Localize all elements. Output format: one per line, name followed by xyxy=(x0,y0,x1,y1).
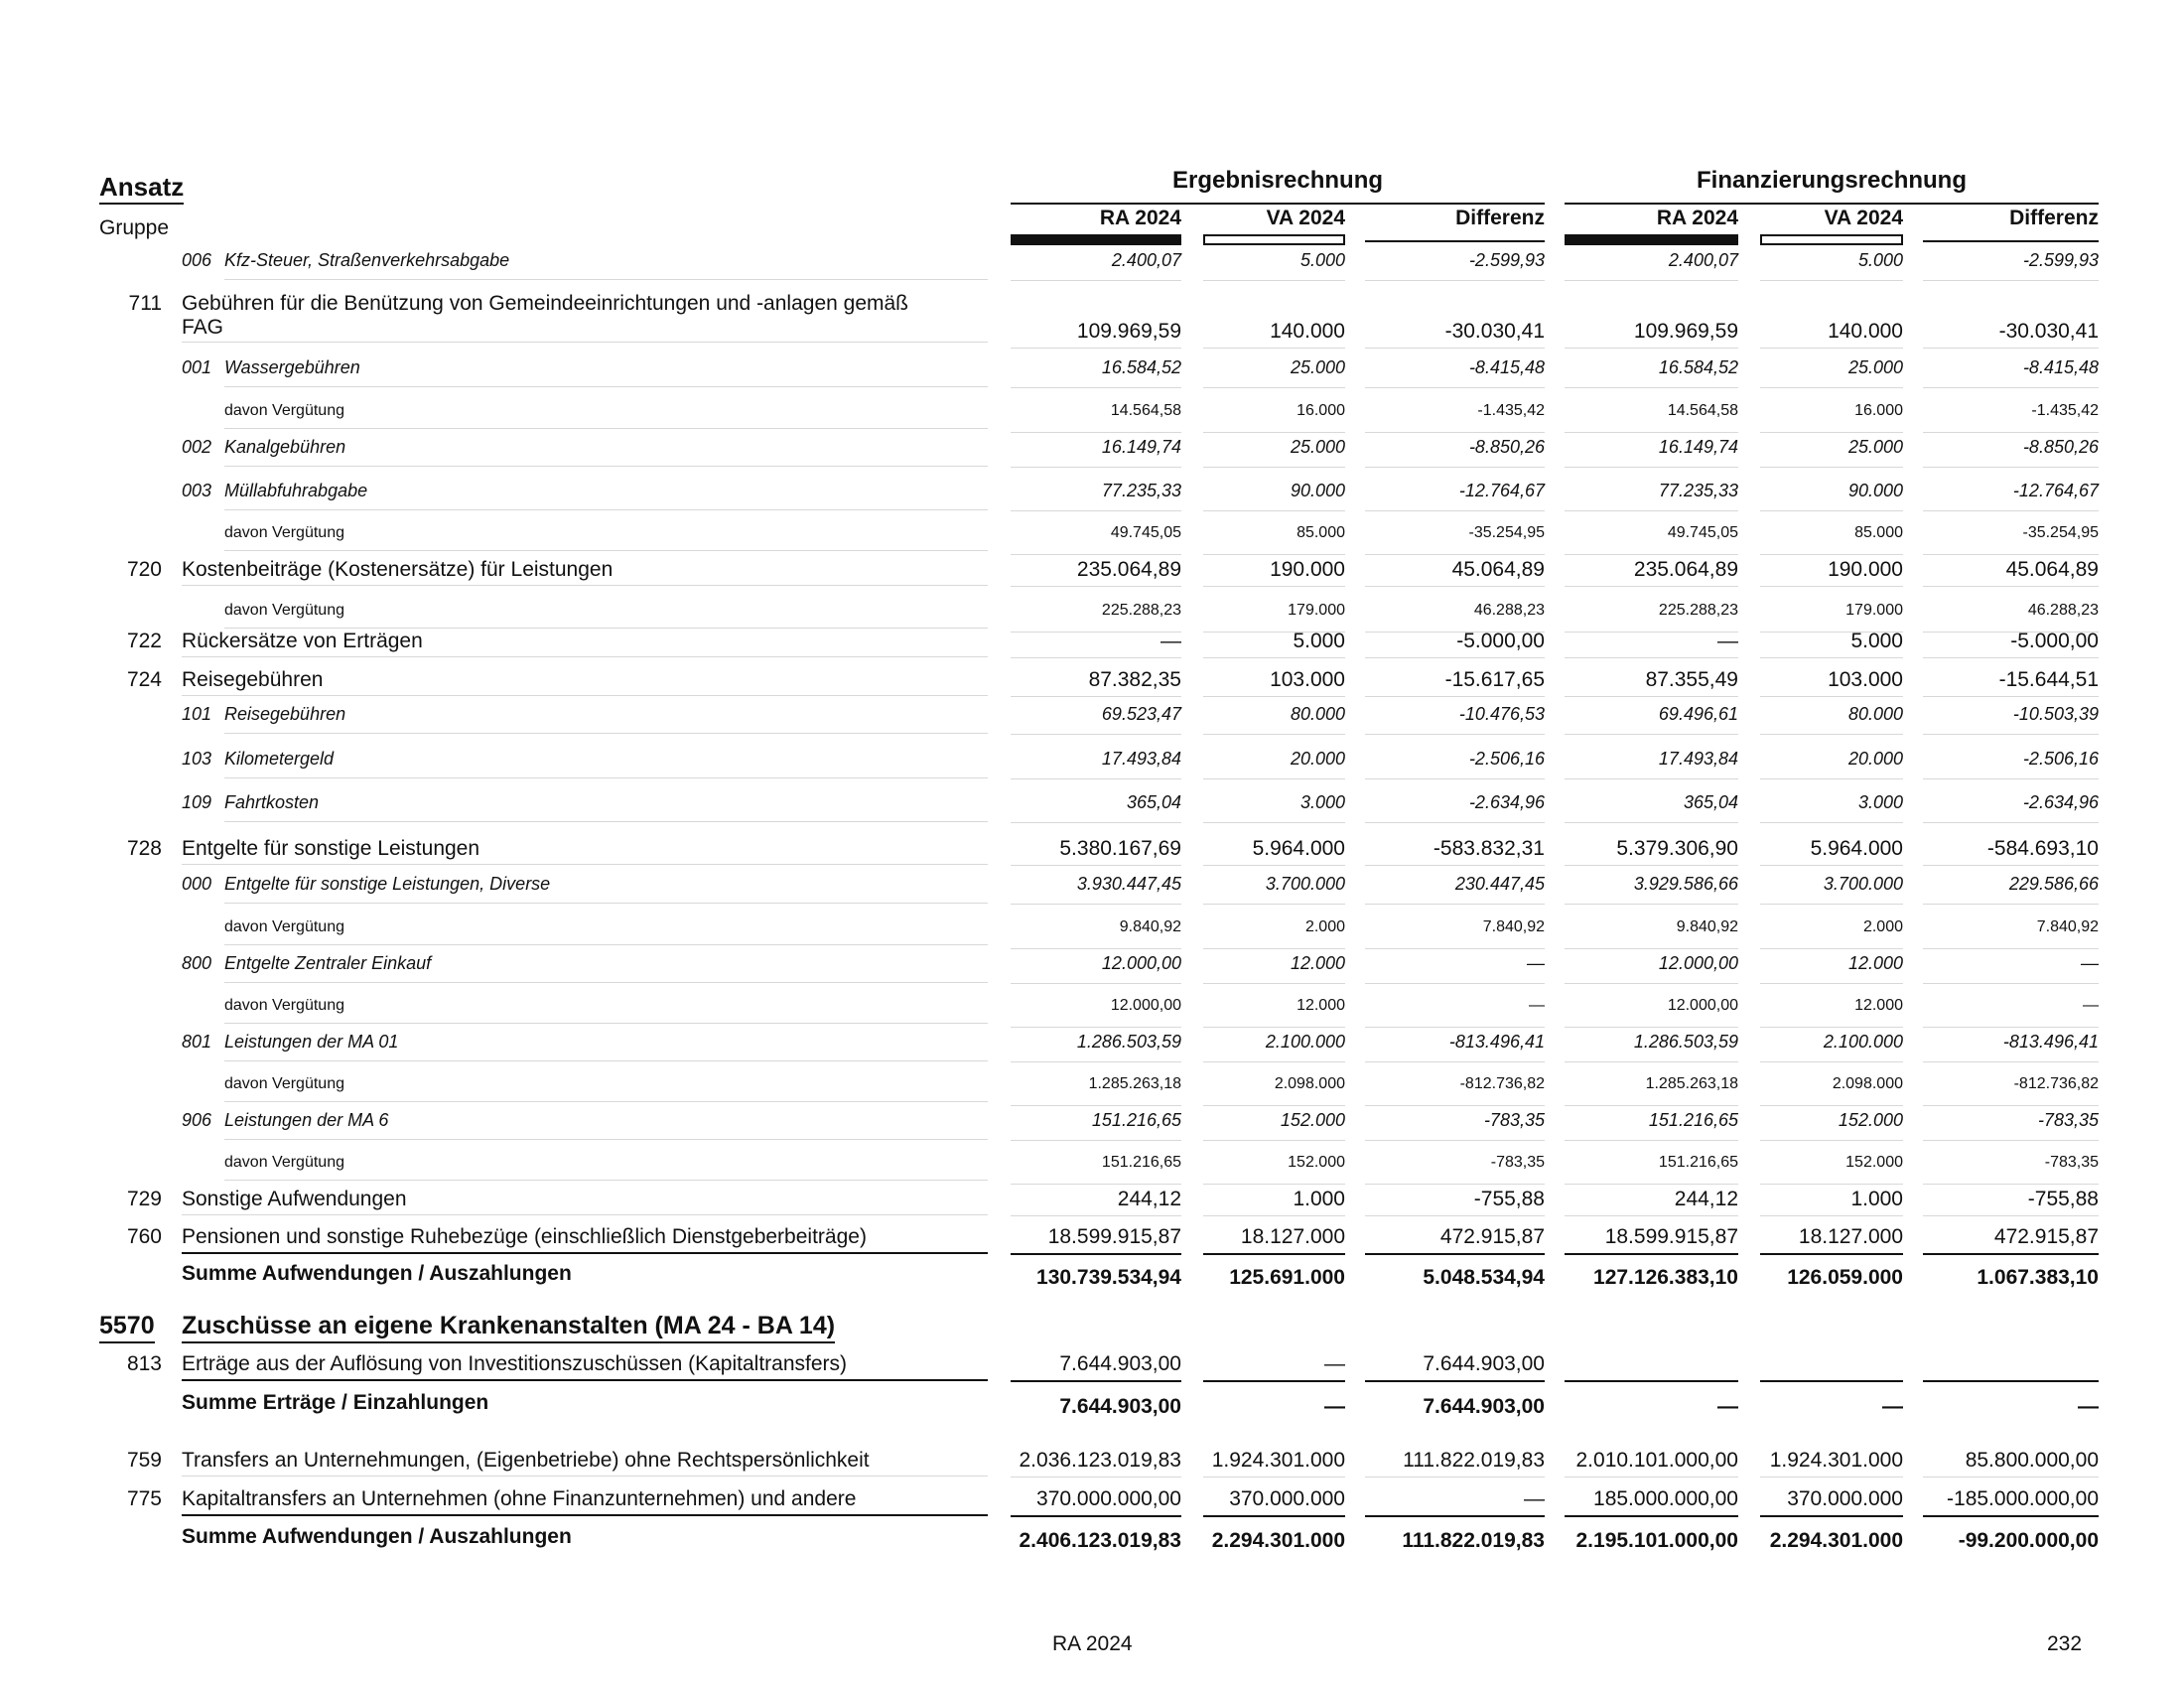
value-cell: 244,12 xyxy=(1565,1188,1738,1216)
row-code: 800 xyxy=(182,953,212,973)
value-cell: 2.294.301.000 xyxy=(1211,1529,1345,1552)
value-cell: 2.036.123.019,83 xyxy=(1011,1449,1181,1477)
value-cell: 7.644.903,00 xyxy=(1011,1352,1181,1382)
value-cell: — xyxy=(1011,630,1181,658)
value-cell: 5.000 xyxy=(1760,250,1903,281)
footer-report-label: RA 2024 xyxy=(1052,1632,1133,1655)
ra-bar-marker xyxy=(1011,234,1181,245)
value-cell: -8.850,26 xyxy=(1923,437,2099,468)
value-cell: — xyxy=(1324,1395,1345,1418)
value-cell: 12.000 xyxy=(1760,953,1903,984)
value-cell: 365,04 xyxy=(1011,792,1181,823)
value-cell: -783,35 xyxy=(1365,1154,1545,1185)
value-cell: — xyxy=(1565,630,1738,658)
value-cell: 7.840,92 xyxy=(1365,918,1545,949)
value-cell: 1.285.263,18 xyxy=(1565,1075,1738,1106)
value-cell: -1.435,42 xyxy=(1365,402,1545,433)
value-cell: 20.000 xyxy=(1760,749,1903,779)
row-code: 760 xyxy=(126,1225,162,1248)
value-cell: 151.216,65 xyxy=(1011,1110,1181,1141)
value-cell: 16.149,74 xyxy=(1565,437,1738,468)
value-cell: — xyxy=(2078,1395,2099,1418)
col-head-differenz-fin: Differenz xyxy=(2009,207,2099,229)
value-cell: 12.000 xyxy=(1203,997,1345,1028)
ra-bar-marker-fin xyxy=(1565,234,1738,245)
value-cell: 16.584,52 xyxy=(1565,357,1738,388)
section-title: Zuschüsse an eigene Krankenanstalten (MA 24 - BA 14) xyxy=(182,1310,835,1343)
value-cell: -2.634,96 xyxy=(1923,792,2099,823)
value-cell: 5.964.000 xyxy=(1203,837,1345,866)
value-cell: 16.584,52 xyxy=(1011,357,1181,388)
value-cell: 3.000 xyxy=(1760,792,1903,823)
value-cell: 365,04 xyxy=(1565,792,1738,823)
sum-label: Summe Aufwendungen / Auszahlungen xyxy=(182,1262,572,1285)
value-cell: — xyxy=(1717,1395,1738,1418)
value-cell: 472.915,87 xyxy=(1365,1225,1545,1255)
row-label: Transfers an Unternehmungen, (Eigenbetriebe) ohne Rechtspersönlichkeit xyxy=(182,1449,988,1477)
value-cell: 20.000 xyxy=(1203,749,1345,779)
value-cell: 14.564,58 xyxy=(1565,402,1738,433)
row-label: Wassergebühren xyxy=(224,357,988,387)
row-code: 003 xyxy=(182,481,212,500)
value-cell: -8.850,26 xyxy=(1365,437,1545,468)
value-cell: 2.000 xyxy=(1203,918,1345,949)
value-cell: 85.000 xyxy=(1760,524,1903,555)
row-label: Reisegebühren xyxy=(224,704,988,734)
row-label: Fahrtkosten xyxy=(224,792,988,822)
value-cell: 370.000.000 xyxy=(1760,1487,1903,1517)
row-code: 711 xyxy=(128,292,162,315)
value-cell: 69.496,61 xyxy=(1565,704,1738,735)
value-cell: -12.764,67 xyxy=(1365,481,1545,511)
value-cell: -755,88 xyxy=(1365,1188,1545,1216)
value-cell: 130.739.534,94 xyxy=(1036,1266,1181,1289)
value-cell: 152.000 xyxy=(1203,1154,1345,1185)
diff-bar-marker-fin xyxy=(1923,234,2099,242)
row-label: Kilometergeld xyxy=(224,749,988,778)
row-label: Kanalgebühren xyxy=(224,437,988,467)
row-label: Kostenbeiträge (Kostenersätze) für Leistungen xyxy=(182,558,988,586)
row-label: davon Vergütung xyxy=(224,997,988,1024)
value-cell: -15.644,51 xyxy=(1923,668,2099,697)
col-head-va-2024-fin: VA 2024 xyxy=(1824,207,1903,229)
value-cell: 87.382,35 xyxy=(1011,668,1181,697)
value-cell: 12.000 xyxy=(1203,953,1345,984)
value-cell: 85.800.000,00 xyxy=(1923,1449,2099,1477)
row-label-line1: Gebühren für die Benützung von Gemeindeeinrichtungen und -anlagen gemäß xyxy=(182,292,908,315)
value-cell: 17.493,84 xyxy=(1011,749,1181,779)
row-label: davon Vergütung xyxy=(224,1154,988,1181)
value-cell: 140.000 xyxy=(1203,320,1345,349)
value-cell: 1.286.503,59 xyxy=(1565,1032,1738,1062)
value-cell: -783,35 xyxy=(1923,1154,2099,1185)
value-cell: 235.064,89 xyxy=(1565,558,1738,587)
value-cell: 45.064,89 xyxy=(1923,558,2099,587)
row-label: Kfz-Steuer, Straßenverkehrsabgabe xyxy=(224,250,988,280)
value-cell: -812.736,82 xyxy=(1365,1075,1545,1106)
row-label: davon Vergütung xyxy=(224,918,988,945)
value-cell: 7.840,92 xyxy=(1923,918,2099,949)
col-head-va-2024: VA 2024 xyxy=(1266,207,1345,229)
value-cell: 472.915,87 xyxy=(1923,1225,2099,1255)
value-cell xyxy=(1760,1352,1903,1382)
value-cell: — xyxy=(1365,953,1545,984)
value-cell: 111.822.019,83 xyxy=(1365,1449,1545,1477)
value-cell: 152.000 xyxy=(1760,1154,1903,1185)
value-cell: — xyxy=(1365,1487,1545,1517)
value-cell: 49.745,05 xyxy=(1011,524,1181,555)
row-label: Reisegebühren xyxy=(182,668,988,696)
row-label: Sonstige Aufwendungen xyxy=(182,1188,988,1215)
value-cell: 1.000 xyxy=(1203,1188,1345,1216)
value-cell: 109.969,59 xyxy=(1011,320,1181,349)
value-cell: 16.000 xyxy=(1203,402,1345,433)
value-cell: 5.379.306,90 xyxy=(1565,837,1738,866)
gruppe-heading: Gruppe xyxy=(99,216,170,239)
value-cell: -584.693,10 xyxy=(1923,837,2099,866)
value-cell: 127.126.383,10 xyxy=(1593,1266,1738,1289)
value-cell: 3.930.447,45 xyxy=(1011,874,1181,905)
value-cell: 3.700.000 xyxy=(1760,874,1903,905)
value-cell: 25.000 xyxy=(1203,437,1345,468)
row-label: davon Vergütung xyxy=(224,602,988,629)
value-cell: 1.924.301.000 xyxy=(1203,1449,1345,1477)
value-cell: 12.000,00 xyxy=(1011,997,1181,1028)
row-code: 728 xyxy=(126,837,162,860)
value-cell: -1.435,42 xyxy=(1923,402,2099,433)
value-cell: -583.832,31 xyxy=(1365,837,1545,866)
value-cell: -813.496,41 xyxy=(1365,1032,1545,1062)
value-cell: 1.000 xyxy=(1760,1188,1903,1216)
value-cell: 230.447,45 xyxy=(1365,874,1545,905)
value-cell: 18.127.000 xyxy=(1760,1225,1903,1255)
value-cell: 151.216,65 xyxy=(1565,1110,1738,1141)
va-bar-marker xyxy=(1203,234,1345,245)
value-cell: -8.415,48 xyxy=(1923,357,2099,388)
row-code: 906 xyxy=(182,1110,212,1130)
value-cell: 2.098.000 xyxy=(1203,1075,1345,1106)
value-cell: 151.216,65 xyxy=(1011,1154,1181,1185)
value-cell: 5.000 xyxy=(1203,630,1345,658)
row-code: 006 xyxy=(182,250,212,270)
value-cell: 2.100.000 xyxy=(1203,1032,1345,1062)
value-cell: 7.644.903,00 xyxy=(1423,1395,1545,1418)
value-cell: -755,88 xyxy=(1923,1188,2099,1216)
value-cell: 140.000 xyxy=(1760,320,1903,349)
row-label: Entgelte für sonstige Leistungen xyxy=(182,837,988,865)
value-cell: 152.000 xyxy=(1760,1110,1903,1141)
row-label: davon Vergütung xyxy=(224,524,988,551)
row-label-line2: FAG xyxy=(182,316,224,339)
value-cell: -10.503,39 xyxy=(1923,704,2099,735)
value-cell: 225.288,23 xyxy=(1565,602,1738,633)
row-code: 813 xyxy=(126,1352,162,1375)
value-cell: 46.288,23 xyxy=(1365,602,1545,633)
value-cell: 45.064,89 xyxy=(1365,558,1545,587)
value-cell: 185.000.000,00 xyxy=(1565,1487,1738,1517)
value-cell: 90.000 xyxy=(1203,481,1345,511)
row-label: Entgelte für sonstige Leistungen, Diverse xyxy=(224,874,988,904)
row-code: 101 xyxy=(182,704,212,724)
value-cell: -812.736,82 xyxy=(1923,1075,2099,1106)
row-label: Entgelte Zentraler Einkauf xyxy=(224,953,988,983)
value-cell: 25.000 xyxy=(1760,357,1903,388)
value-cell: — xyxy=(1923,997,2099,1028)
col-head-ra-2024: RA 2024 xyxy=(1099,207,1181,229)
value-cell: -15.617,65 xyxy=(1365,668,1545,697)
row-code: 722 xyxy=(126,630,162,652)
value-cell: 7.644.903,00 xyxy=(1365,1352,1545,1382)
value-cell: 9.840,92 xyxy=(1011,918,1181,949)
value-cell: — xyxy=(1203,1352,1345,1382)
value-cell: 2.400,07 xyxy=(1565,250,1738,281)
value-cell: 90.000 xyxy=(1760,481,1903,511)
value-cell: -99.200.000,00 xyxy=(1958,1529,2099,1552)
value-cell: 5.048.534,94 xyxy=(1423,1266,1545,1289)
row-code: 801 xyxy=(182,1032,212,1052)
value-cell: 152.000 xyxy=(1203,1110,1345,1141)
value-cell: 12.000,00 xyxy=(1011,953,1181,984)
value-cell xyxy=(1923,1352,2099,1382)
value-cell: 16.149,74 xyxy=(1011,437,1181,468)
value-cell: -5.000,00 xyxy=(1923,630,2099,658)
value-cell: 25.000 xyxy=(1203,357,1345,388)
value-cell: -35.254,95 xyxy=(1923,524,2099,555)
page-number: 232 xyxy=(2047,1632,2083,1655)
value-cell: 17.493,84 xyxy=(1565,749,1738,779)
value-cell: 1.285.263,18 xyxy=(1011,1075,1181,1106)
value-cell: -783,35 xyxy=(1923,1110,2099,1141)
row-label: Kapitaltransfers an Unternehmen (ohne Finanzunternehmen) und andere xyxy=(182,1487,988,1516)
col-head-differenz: Differenz xyxy=(1455,207,1545,229)
value-cell: 370.000.000 xyxy=(1203,1487,1345,1517)
value-cell: 229.586,66 xyxy=(1923,874,2099,905)
value-cell: 77.235,33 xyxy=(1565,481,1738,511)
value-cell: -2.506,16 xyxy=(1365,749,1545,779)
diff-bar-marker xyxy=(1365,234,1545,242)
row-code: 109 xyxy=(182,792,212,812)
value-cell: 18.127.000 xyxy=(1203,1225,1345,1255)
value-cell: 80.000 xyxy=(1760,704,1903,735)
value-cell: -12.764,67 xyxy=(1923,481,2099,511)
value-cell: 3.000 xyxy=(1203,792,1345,823)
value-cell: 370.000.000,00 xyxy=(1011,1487,1181,1517)
value-cell: 2.400,07 xyxy=(1011,250,1181,281)
value-cell: 111.822.019,83 xyxy=(1402,1529,1545,1552)
value-cell: 18.599.915,87 xyxy=(1011,1225,1181,1255)
row-label: davon Vergütung xyxy=(224,1075,988,1102)
value-cell: — xyxy=(1923,953,2099,984)
value-cell: -10.476,53 xyxy=(1365,704,1545,735)
value-cell: 77.235,33 xyxy=(1011,481,1181,511)
value-cell: 5.380.167,69 xyxy=(1011,837,1181,866)
value-cell: 14.564,58 xyxy=(1011,402,1181,433)
value-cell: 2.100.000 xyxy=(1760,1032,1903,1062)
value-cell: 46.288,23 xyxy=(1923,602,2099,633)
row-code: 720 xyxy=(126,558,162,581)
value-cell: 9.840,92 xyxy=(1565,918,1738,949)
row-label: Erträge aus der Auflösung von Investitionszuschüssen (Kapitaltransfers) xyxy=(182,1352,988,1381)
row-label: Rückersätze von Erträgen xyxy=(182,630,988,657)
value-cell: 2.000 xyxy=(1760,918,1903,949)
value-cell: 2.406.123.019,83 xyxy=(1019,1529,1181,1552)
value-cell: 2.098.000 xyxy=(1760,1075,1903,1106)
row-code: 775 xyxy=(126,1487,162,1510)
row-code: 759 xyxy=(126,1449,162,1472)
value-cell xyxy=(1565,1352,1738,1382)
value-cell: -8.415,48 xyxy=(1365,357,1545,388)
value-cell: -185.000.000,00 xyxy=(1923,1487,2099,1517)
sum-label: Summe Aufwendungen / Auszahlungen xyxy=(182,1525,572,1548)
value-cell: 2.294.301.000 xyxy=(1769,1529,1903,1552)
value-cell: — xyxy=(1882,1395,1903,1418)
value-cell: 190.000 xyxy=(1760,558,1903,587)
value-cell: -30.030,41 xyxy=(1365,320,1545,349)
row-label: davon Vergütung xyxy=(224,402,988,429)
value-cell: 1.067.383,10 xyxy=(1977,1266,2099,1289)
group-rule-finanzierung xyxy=(1565,203,2099,205)
value-cell: 151.216,65 xyxy=(1565,1154,1738,1185)
value-cell: 244,12 xyxy=(1011,1188,1181,1216)
value-cell: 225.288,23 xyxy=(1011,602,1181,633)
value-cell: 109.969,59 xyxy=(1565,320,1738,349)
value-cell: 25.000 xyxy=(1760,437,1903,468)
value-cell: -783,35 xyxy=(1365,1110,1545,1141)
value-cell: 2.010.101.000,00 xyxy=(1565,1449,1738,1477)
row-label: Pensionen und sonstige Ruhebezüge (einschließlich Dienstgeberbeiträge) xyxy=(182,1225,988,1254)
value-cell: -2.599,93 xyxy=(1365,250,1545,281)
row-code: 729 xyxy=(126,1188,162,1210)
value-cell: -2.599,93 xyxy=(1923,250,2099,281)
value-cell: 12.000,00 xyxy=(1565,997,1738,1028)
value-cell: 16.000 xyxy=(1760,402,1903,433)
value-cell: 85.000 xyxy=(1203,524,1345,555)
value-cell: 1.286.503,59 xyxy=(1011,1032,1181,1062)
row-code: 103 xyxy=(182,749,212,769)
value-cell: 1.924.301.000 xyxy=(1760,1449,1903,1477)
value-cell: 103.000 xyxy=(1203,668,1345,697)
group-title-finanzierungsrechnung: Finanzierungsrechnung xyxy=(1696,167,1967,194)
value-cell: -30.030,41 xyxy=(1923,320,2099,349)
row-label xyxy=(182,292,988,343)
value-cell: 126.059.000 xyxy=(1787,1266,1903,1289)
value-cell: 69.523,47 xyxy=(1011,704,1181,735)
value-cell: 49.745,05 xyxy=(1565,524,1738,555)
value-cell: 5.000 xyxy=(1203,250,1345,281)
value-cell: 2.195.101.000,00 xyxy=(1575,1529,1738,1552)
row-code: 001 xyxy=(182,357,212,377)
group-rule-ergebnis xyxy=(1011,203,1545,205)
sum-label: Summe Erträge / Einzahlungen xyxy=(182,1391,489,1414)
value-cell: -5.000,00 xyxy=(1365,630,1545,658)
value-cell: 7.644.903,00 xyxy=(1059,1395,1181,1418)
value-cell: 103.000 xyxy=(1760,668,1903,697)
value-cell: 80.000 xyxy=(1203,704,1345,735)
row-code: 724 xyxy=(126,668,162,691)
value-cell: -35.254,95 xyxy=(1365,524,1545,555)
ansatz-heading: Ansatz xyxy=(99,171,184,205)
value-cell: 3.700.000 xyxy=(1203,874,1345,905)
value-cell: 179.000 xyxy=(1203,602,1345,633)
value-cell: 125.691.000 xyxy=(1229,1266,1345,1289)
value-cell: 3.929.586,66 xyxy=(1565,874,1738,905)
col-head-ra-2024-fin: RA 2024 xyxy=(1656,207,1738,229)
value-cell: 190.000 xyxy=(1203,558,1345,587)
row-label: Leistungen der MA 01 xyxy=(224,1032,988,1061)
value-cell: 5.000 xyxy=(1760,630,1903,658)
value-cell: -2.634,96 xyxy=(1365,792,1545,823)
row-label: Müllabfuhrabgabe xyxy=(224,481,988,510)
value-cell: 179.000 xyxy=(1760,602,1903,633)
section-code: 5570 xyxy=(99,1310,155,1343)
value-cell: 12.000 xyxy=(1760,997,1903,1028)
value-cell: 87.355,49 xyxy=(1565,668,1738,697)
value-cell: 18.599.915,87 xyxy=(1565,1225,1738,1255)
row-label: Leistungen der MA 6 xyxy=(224,1110,988,1140)
value-cell: — xyxy=(1365,997,1545,1028)
value-cell: -813.496,41 xyxy=(1923,1032,2099,1062)
value-cell: 235.064,89 xyxy=(1011,558,1181,587)
row-code: 000 xyxy=(182,874,212,894)
va-bar-marker-fin xyxy=(1760,234,1903,245)
value-cell: 5.964.000 xyxy=(1760,837,1903,866)
value-cell: 12.000,00 xyxy=(1565,953,1738,984)
group-title-ergebnisrechnung: Ergebnisrechnung xyxy=(1171,167,1384,194)
value-cell: -2.506,16 xyxy=(1923,749,2099,779)
row-code: 002 xyxy=(182,437,212,457)
